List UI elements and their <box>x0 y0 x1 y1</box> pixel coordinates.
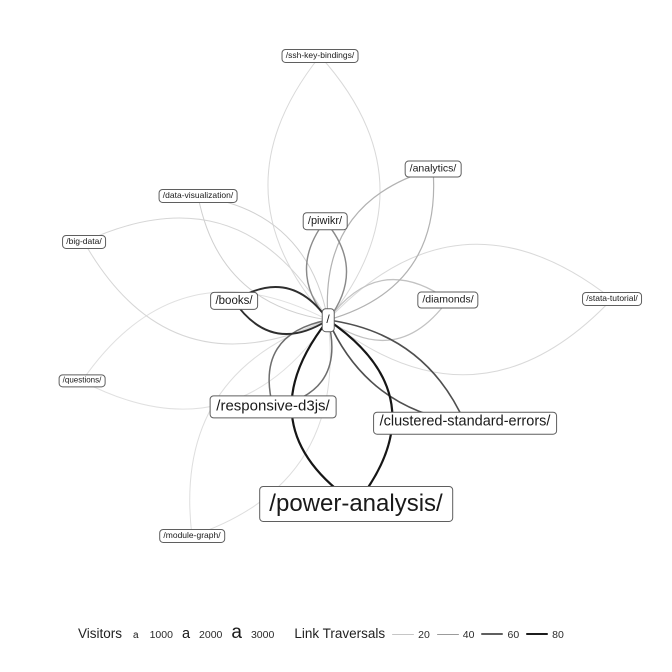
edge-root-to-diamonds <box>328 280 448 341</box>
traversal-value-20: 20 <box>418 629 430 641</box>
node-data-visualization[interactable]: /data-visualization/ <box>159 189 238 203</box>
node-analytics[interactable]: /analytics/ <box>405 161 462 178</box>
node-module-graph[interactable]: /module-graph/ <box>159 529 225 543</box>
node-responsive-d3js[interactable]: /responsive-d3js/ <box>210 395 337 418</box>
node-diamonds[interactable]: /diamonds/ <box>417 292 478 309</box>
traversal-line-icon-20 <box>392 634 414 635</box>
traversal-line-icon-60 <box>481 633 503 635</box>
visitor-size-value-medium: 2000 <box>199 629 223 641</box>
visitors-legend-title: Visitors <box>78 626 123 641</box>
legend <box>78 622 564 648</box>
edge-root-to-questions <box>82 292 328 409</box>
traversals-legend-title: Link Traversals <box>294 626 386 641</box>
traversal-value-60: 60 <box>507 629 520 641</box>
node-power-analysis[interactable]: /power-analysis/ <box>259 486 453 522</box>
node-big-data[interactable]: /big-data/ <box>62 235 106 249</box>
traversal-value-40: 40 <box>462 629 475 641</box>
visitor-size-icon-large: a <box>231 622 242 643</box>
node-books[interactable]: /books/ <box>210 292 258 310</box>
node-root[interactable]: / <box>322 308 335 332</box>
edge-root-to-big-data <box>84 218 328 344</box>
visitor-size-value-large: 3000 <box>250 629 275 641</box>
visitor-size-value-small: 1000 <box>149 629 173 641</box>
edge-root-to-stata-tutorial <box>328 244 612 374</box>
node-clustered-standard-errors[interactable]: /clustered-standard-errors/ <box>373 412 557 435</box>
traversal-value-80: 80 <box>552 629 564 641</box>
visitor-size-icon-medium: a <box>181 626 191 642</box>
traversal-line-icon-80 <box>526 633 548 635</box>
visitor-size-icon-small: a <box>133 630 139 641</box>
node-stata-tutorial[interactable]: /stata-tutorial/ <box>582 292 642 306</box>
traversal-line-icon-40 <box>437 634 459 636</box>
edge-root-to-ssh-key-bindings <box>268 56 380 320</box>
node-piwikr[interactable]: /piwikr/ <box>303 212 348 230</box>
node-ssh-key-bindings[interactable]: /ssh-key-bindings/ <box>282 49 359 63</box>
node-questions[interactable]: /questions/ <box>59 374 106 387</box>
